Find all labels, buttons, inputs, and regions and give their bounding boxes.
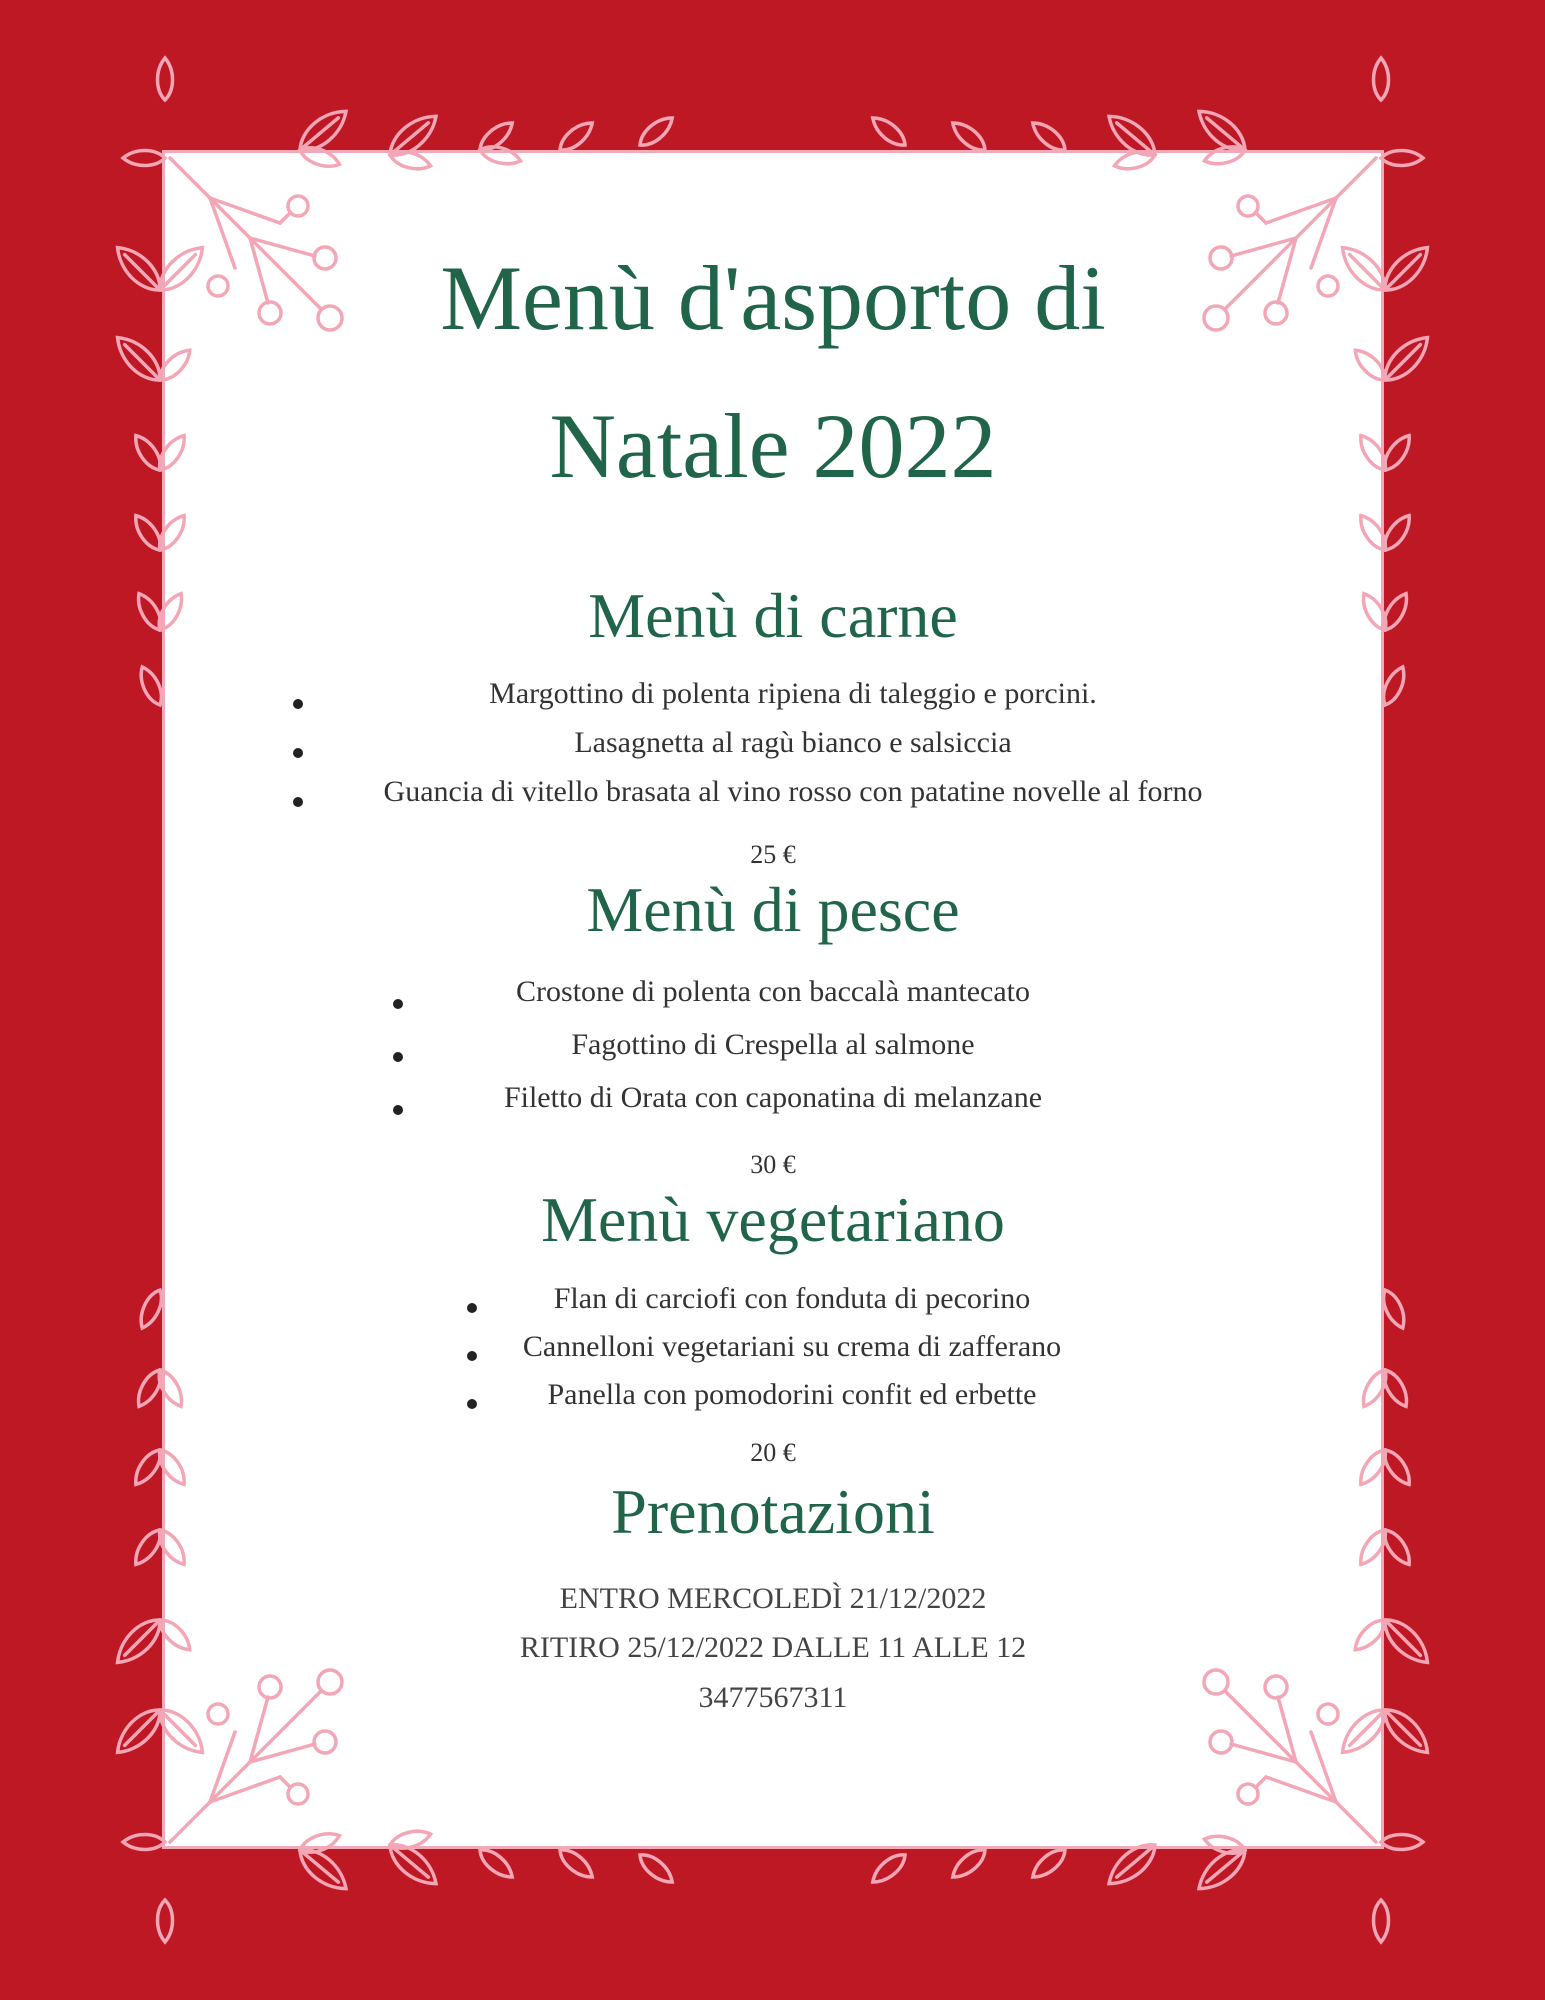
price-carne: 25 €	[750, 840, 796, 869]
section-heading-vegetariano: Menù vegetariano	[541, 1184, 1005, 1255]
price-pesce: 30 €	[750, 1150, 796, 1179]
list-item: Flan di carciofi con fonduta di pecorino	[467, 1284, 1117, 1332]
list-item: Guancia di vitello brasata al vino rosso con patatine novelle al forno	[293, 777, 1293, 826]
page-title-line-2: Natale 2022	[549, 395, 997, 497]
list-item: Margottino di polenta ripiena di taleggio e porcini.	[293, 679, 1293, 728]
list-item: Filetto di Orata con caponatina di melanzane	[393, 1083, 1153, 1136]
menu-list-pesce	[393, 977, 1153, 1136]
list-item: Cannelloni vegetariani su crema di zafferano	[467, 1332, 1117, 1380]
menu-list-carne	[293, 679, 1293, 826]
page-title-line-1: Menù d'asporto di	[440, 247, 1106, 349]
list-item: Panella con pomodorini confit ed erbette	[467, 1380, 1117, 1428]
section-heading-prenotazioni: Prenotazioni	[611, 1476, 935, 1547]
phone-number: 3477567311	[698, 1681, 848, 1714]
list-item: Crostone di polenta con baccalà mantecato	[393, 977, 1153, 1030]
menu-list-vegetariano	[467, 1284, 1117, 1428]
section-heading-carne: Menù di carne	[588, 580, 958, 651]
section-heading-pesce: Menù di pesce	[586, 874, 960, 945]
pickup-time: RITIRO 25/12/2022 DALLE 11 ALLE 12	[519, 1631, 1027, 1664]
list-item: Lasagnetta al ragù bianco e salsiccia	[293, 728, 1293, 777]
booking-deadline: ENTRO MERCOLEDÌ 21/12/2022	[559, 1582, 987, 1615]
price-vegetariano: 20 €	[750, 1438, 796, 1467]
list-item: Fagottino di Crespella al salmone	[393, 1030, 1153, 1083]
